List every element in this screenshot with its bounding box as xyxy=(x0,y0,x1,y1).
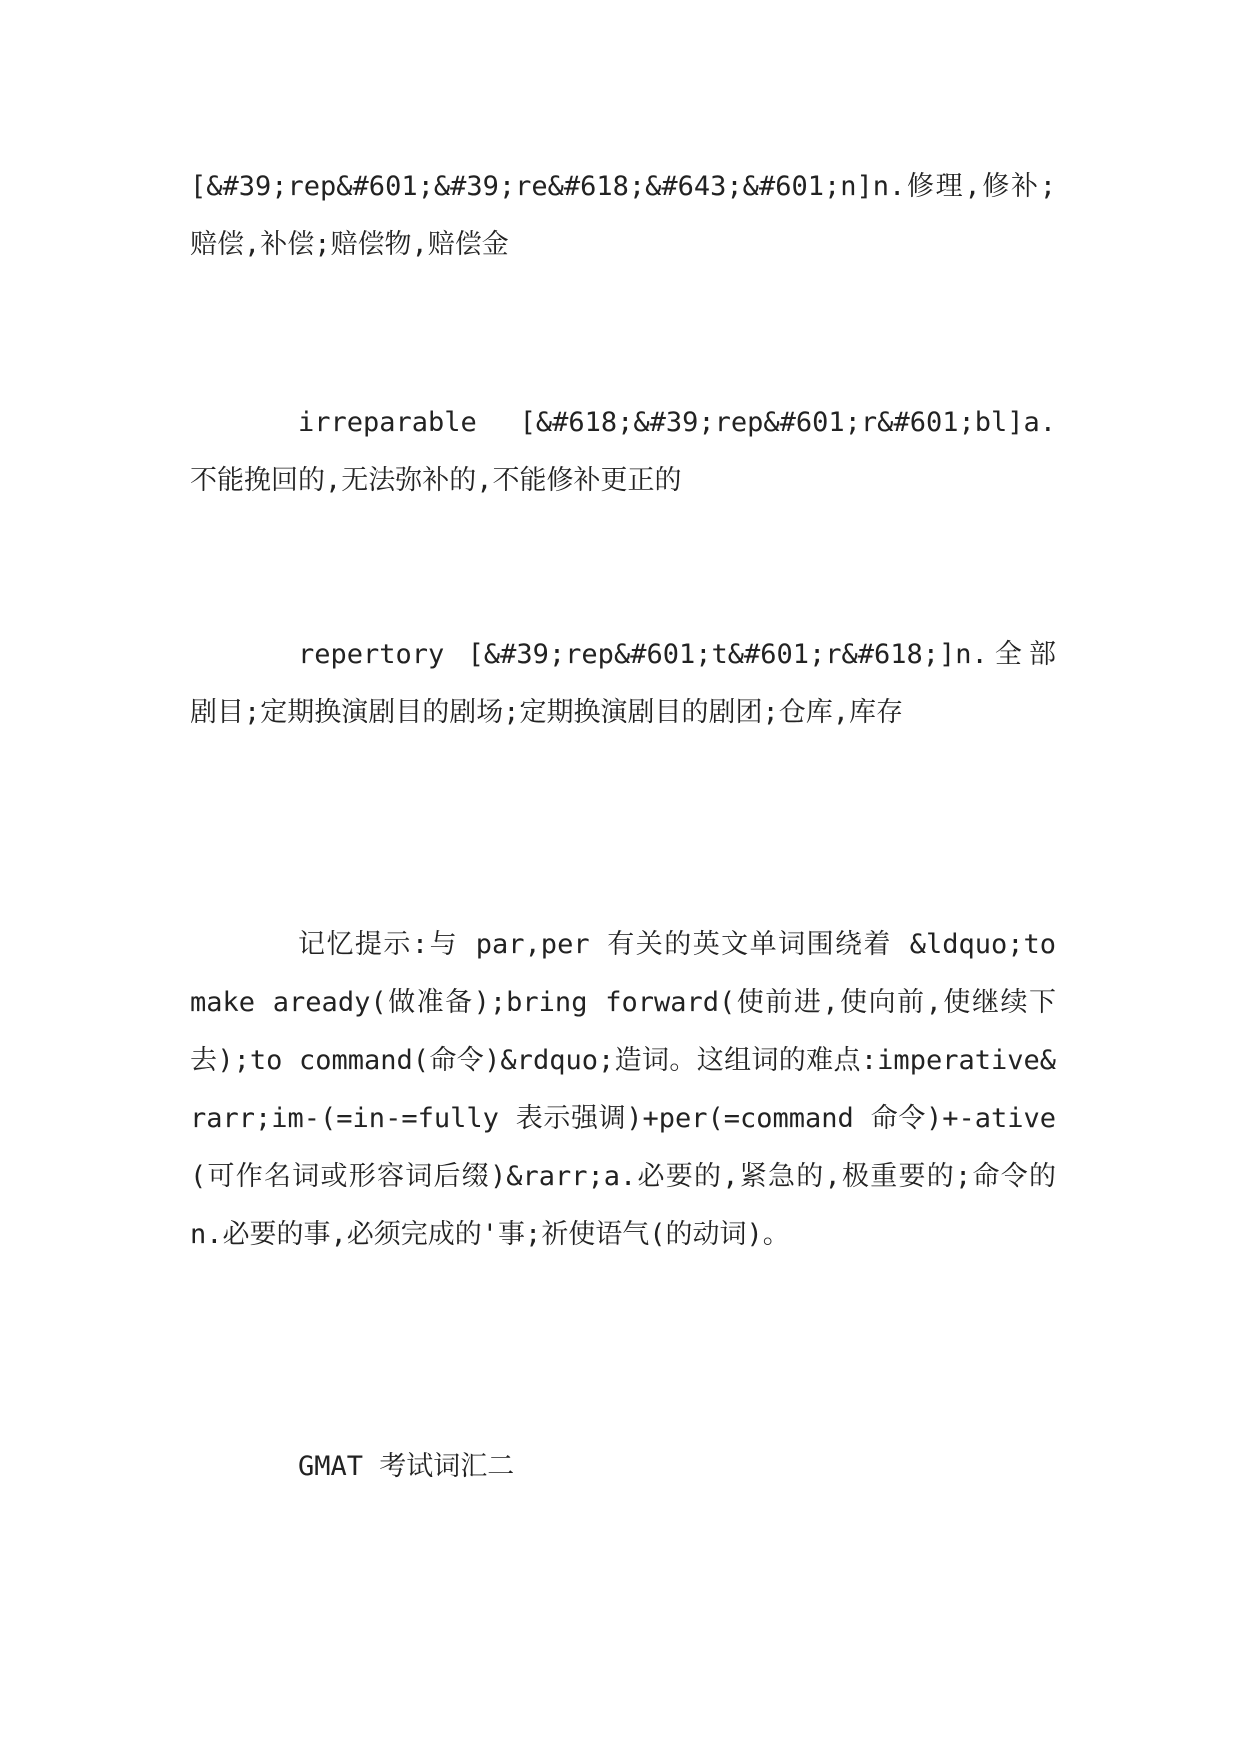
memory-tip-paragraph: 记忆提示:与 par,per 有关的英文单词围绕着 &ldquo;to make aready(做准备);bring forward(使前进,使向前,使继续下去);to command(命令)&rdquo;造词。这组词的难点:imperative&rarr;im-(=in-=fully 表示强调)+per(=command 命令)+-ative(可作名词或形容词后缀)&rarr;a.必要的,紧急的,极重要的;命令的 n.必要的事,必须完成的'事;祈使语气(的动词)。 xyxy=(190,929,1056,1250)
definition-irreparable: irreparable [&#618;&#39;rep&#601;r&#601;bl]a. 不能挽回的,无法弥补的,不能修补更正的 xyxy=(190,407,1056,496)
section-heading: GMAT 考试词汇二 xyxy=(298,1451,515,1482)
definition-repertory: repertory [&#39;rep&#601;t&#601;r&#618;]n.全部剧目;定期换演剧目的剧场;定期换演剧目的剧团;仓库,库存 xyxy=(190,639,1056,728)
definition-repair: [&#39;rep&#601;&#39;re&#618;&#643;&#601;n]n.修理,修补;赔偿,补偿;赔偿物,赔偿金 xyxy=(190,171,1056,260)
